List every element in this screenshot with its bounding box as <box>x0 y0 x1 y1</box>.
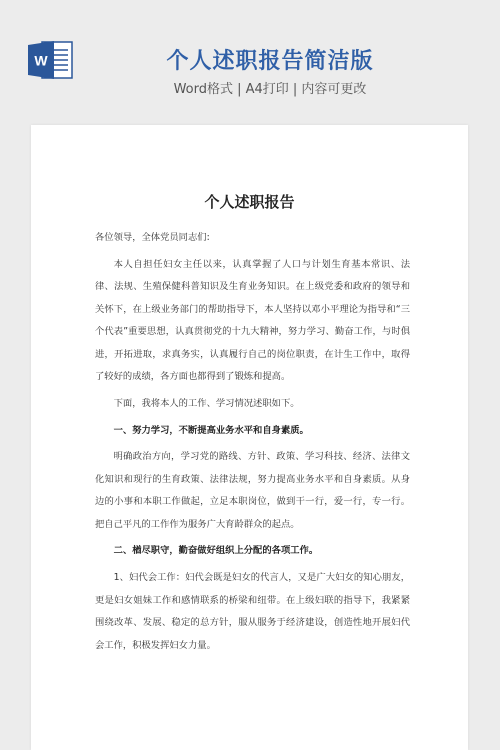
greeting-paragraph: 各位领导，全体党员同志们: <box>95 232 210 243</box>
page-header <box>0 0 500 120</box>
body-paragraph: 下面，我将本人的工作、学习情况述职如下。 <box>113 397 300 409</box>
page-title: 个人述职报告简洁版 <box>166 49 374 74</box>
section-heading: 一、努力学习，不断提高业务水平和自身素质。 <box>113 424 309 436</box>
page-subtitle: Word格式 | A4打印 | 内容可更改 <box>173 82 367 97</box>
document-page <box>31 125 468 750</box>
document-body <box>95 227 410 661</box>
svg-text:W: W <box>34 52 48 69</box>
document-title: 个人述职报告 <box>204 193 295 211</box>
body-paragraph: 明确政治方向，学习党的路线、方针、政策、学习科技、经济、法律文化知识和现行的生育政策、法律法规，努力提高业务水平和自身素质。从身边的小事和本职工作做起，立足本职岗位，做到干一行，爱一行，专一行。把自己平凡的工作作为服务广大育龄群众的起点。 <box>95 451 410 530</box>
body-paragraph: 本人自担任妇女主任以来，认真掌握了人口与计划生育基本常识、法律、法规、生殖保健科普知识及生育业务知识。在上级党委和政府的领导和关怀下，在上级业务部门的帮助指导下，本人坚持以邓小平理论为指导和“三个代表”重要思想，认真贯彻党的十九大精神，努力学习、勤奋工作，与时俱进，开拓进取，求真务实，认真履行自己的岗位职责，在计生工作中，取得了较好的成绩，各方面也都得到了锻炼和提高。 <box>95 258 410 383</box>
body-paragraph: 1、妇代会工作：妇代会既是妇女的代言人，又是广大妇女的知心朋友，更是妇女姐妹工作和感情联系的桥梁和纽带。在上级妇联的指导下，我紧紧围绕改革、发展、稳定的总方针，服从服务于经济建设，创造性地开展妇代会工作，积极发挥妇女力量。 <box>95 572 410 651</box>
section-heading: 二、楢尽职守，勤奋做好组织上分配的各项工作。 <box>113 545 319 557</box>
